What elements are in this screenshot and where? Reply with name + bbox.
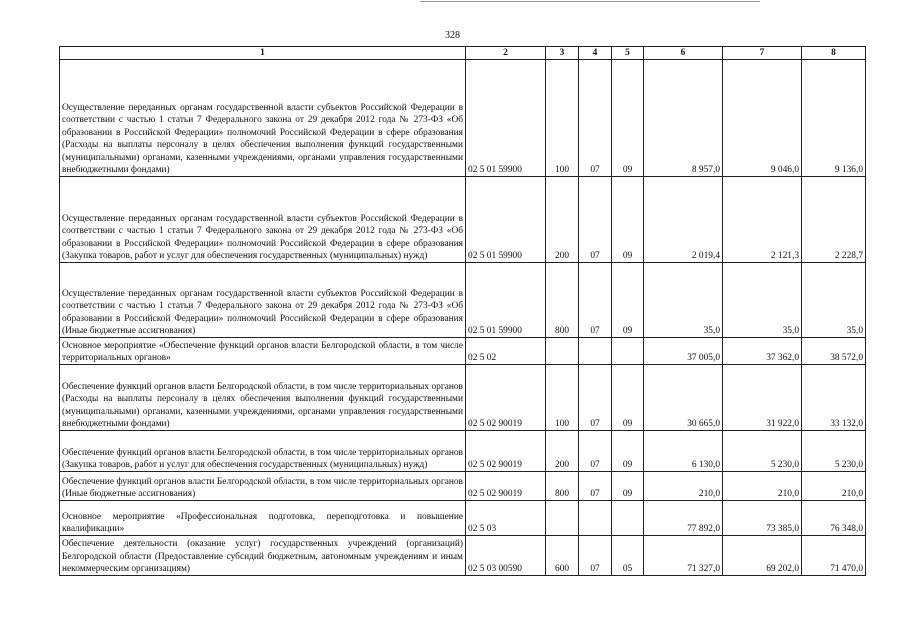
row-description: Обеспечение функций органов власти Белгородской области, в том числе территориальных органов (Расходы на выплаты персоналу в целях обеспечения выполнения функций государственными (муниципальными) органами, казенными учреждениями, органами управления государственными внебюджетными фондами) xyxy=(60,365,466,431)
amount-year-1: 8 957,0 xyxy=(644,60,723,177)
column-header: 8 xyxy=(802,47,866,60)
section: 07 xyxy=(579,472,612,501)
amount-year-1: 77 892,0 xyxy=(644,501,723,536)
amount-year-2: 31 922,0 xyxy=(723,365,802,431)
subsection: 09 xyxy=(612,365,644,431)
target-code: 02 5 03 00590 xyxy=(466,536,546,576)
amount-year-3: 9 136,0 xyxy=(802,60,866,177)
subsection: 09 xyxy=(612,177,644,263)
section: 07 xyxy=(579,60,612,177)
subsection: 05 xyxy=(612,536,644,576)
column-header: 5 xyxy=(612,47,644,60)
row-description: Обеспечение деятельности (оказание услуг) государственных учреждений (организаций) Белгородской области (Предоставление субсидий бюджетным, автономным учреждениям и иным некоммерческим организациям) xyxy=(60,536,466,576)
target-code: 02 5 02 90019 xyxy=(466,472,546,501)
amount-year-3: 38 572,0 xyxy=(802,338,866,365)
amount-year-3: 5 230,0 xyxy=(802,431,866,472)
table-row xyxy=(60,177,866,263)
amount-year-3: 76 348,0 xyxy=(802,501,866,536)
section: 07 xyxy=(579,263,612,338)
target-code: 02 5 02 90019 xyxy=(466,365,546,431)
row-description: Основное мероприятие «Профессиональная подготовка, переподготовка и повышение квалификации» xyxy=(60,501,466,536)
header-row xyxy=(60,47,866,60)
scan-artifact-line xyxy=(420,1,760,2)
section: 07 xyxy=(579,431,612,472)
amount-year-2: 5 230,0 xyxy=(723,431,802,472)
target-code: 02 5 02 xyxy=(466,338,546,365)
section xyxy=(579,501,612,536)
row-description: Основное мероприятие «Обеспечение функций органов власти Белгородской области, в том числе территориальных органов» xyxy=(60,338,466,365)
amount-year-3: 2 228,7 xyxy=(802,177,866,263)
column-header: 1 xyxy=(60,47,466,60)
subsection: 09 xyxy=(612,60,644,177)
amount-year-2: 73 385,0 xyxy=(723,501,802,536)
subsection xyxy=(612,338,644,365)
table-row xyxy=(60,501,866,536)
column-header: 7 xyxy=(723,47,802,60)
expense-type: 200 xyxy=(546,431,579,472)
table-row xyxy=(60,365,866,431)
expense-type: 200 xyxy=(546,177,579,263)
target-code: 02 5 03 xyxy=(466,501,546,536)
amount-year-1: 6 130,0 xyxy=(644,431,723,472)
amount-year-1: 30 665,0 xyxy=(644,365,723,431)
row-description: Осуществление переданных органам государственной власти субъектов Российской Федерации в соответствии с частью 1 статьи 7 Федерального закона от 29 декабря 2012 года № 273-ФЗ «Об образовании в Российской Федерации» полномочий Российской Федерации в сфере образования (Закупка товаров, работ и услуг для обеспечения государственных (муниципальных) нужд) xyxy=(60,177,466,263)
expense-type xyxy=(546,501,579,536)
target-code: 02 5 01 59900 xyxy=(466,263,546,338)
section: 07 xyxy=(579,536,612,576)
table-row xyxy=(60,338,866,365)
section: 07 xyxy=(579,177,612,263)
column-header: 3 xyxy=(546,47,579,60)
expense-type: 100 xyxy=(546,60,579,177)
expense-type: 100 xyxy=(546,365,579,431)
amount-year-2: 2 121,3 xyxy=(723,177,802,263)
page-number: 328 xyxy=(445,30,460,41)
expense-type: 600 xyxy=(546,536,579,576)
table-row xyxy=(60,472,866,501)
subsection: 09 xyxy=(612,431,644,472)
amount-year-3: 33 132,0 xyxy=(802,365,866,431)
amount-year-1: 210,0 xyxy=(644,472,723,501)
amount-year-2: 69 202,0 xyxy=(723,536,802,576)
amount-year-3: 71 470,0 xyxy=(802,536,866,576)
table-row xyxy=(60,431,866,472)
row-description: Осуществление переданных органам государственной власти субъектов Российской Федерации в соответствии с частью 1 статьи 7 Федерального закона от 29 декабря 2012 года № 273-ФЗ «Об образовании в Российской Федерации» полномочий Российской Федерации в сфере образования (Расходы на выплаты персоналу в целях обеспечения выполнения функций государственными (муниципальными) органами, казенными учреждениями, органами управления государственными внебюджетными фондами) xyxy=(60,60,466,177)
expense-type: 800 xyxy=(546,472,579,501)
amount-year-1: 37 005,0 xyxy=(644,338,723,365)
table-row xyxy=(60,60,866,177)
target-code: 02 5 02 90019 xyxy=(466,431,546,472)
amount-year-2: 37 362,0 xyxy=(723,338,802,365)
section: 07 xyxy=(579,365,612,431)
row-description: Осуществление переданных органам государственной власти субъектов Российской Федерации в соответствии с частью 1 статьи 7 Федерального закона от 29 декабря 2012 года № 273-ФЗ «Об образовании в Российской Федерации» полномочий Российской Федерации в сфере образования (Иные бюджетные ассигнования) xyxy=(60,263,466,338)
budget-table xyxy=(59,46,866,576)
table-row xyxy=(60,263,866,338)
amount-year-1: 2 019,4 xyxy=(644,177,723,263)
subsection: 09 xyxy=(612,472,644,501)
row-description: Обеспечение функций органов власти Белгородской области, в том числе территориальных органов (Закупка товаров, работ и услуг для обеспечения государственных (муниципальных) нужд) xyxy=(60,431,466,472)
amount-year-2: 35,0 xyxy=(723,263,802,338)
amount-year-3: 35,0 xyxy=(802,263,866,338)
target-code: 02 5 01 59900 xyxy=(466,177,546,263)
subsection: 09 xyxy=(612,263,644,338)
row-description: Обеспечение функций органов власти Белгородской области, в том числе территориальных органов (Иные бюджетные ассигнования) xyxy=(60,472,466,501)
table-row xyxy=(60,536,866,576)
amount-year-2: 9 046,0 xyxy=(723,60,802,177)
subsection xyxy=(612,501,644,536)
target-code: 02 5 01 59900 xyxy=(466,60,546,177)
column-header: 4 xyxy=(579,47,612,60)
column-header: 2 xyxy=(466,47,546,60)
section xyxy=(579,338,612,365)
amount-year-2: 210,0 xyxy=(723,472,802,501)
amount-year-1: 35,0 xyxy=(644,263,723,338)
column-header: 6 xyxy=(644,47,723,60)
amount-year-3: 210,0 xyxy=(802,472,866,501)
expense-type: 800 xyxy=(546,263,579,338)
amount-year-1: 71 327,0 xyxy=(644,536,723,576)
expense-type xyxy=(546,338,579,365)
